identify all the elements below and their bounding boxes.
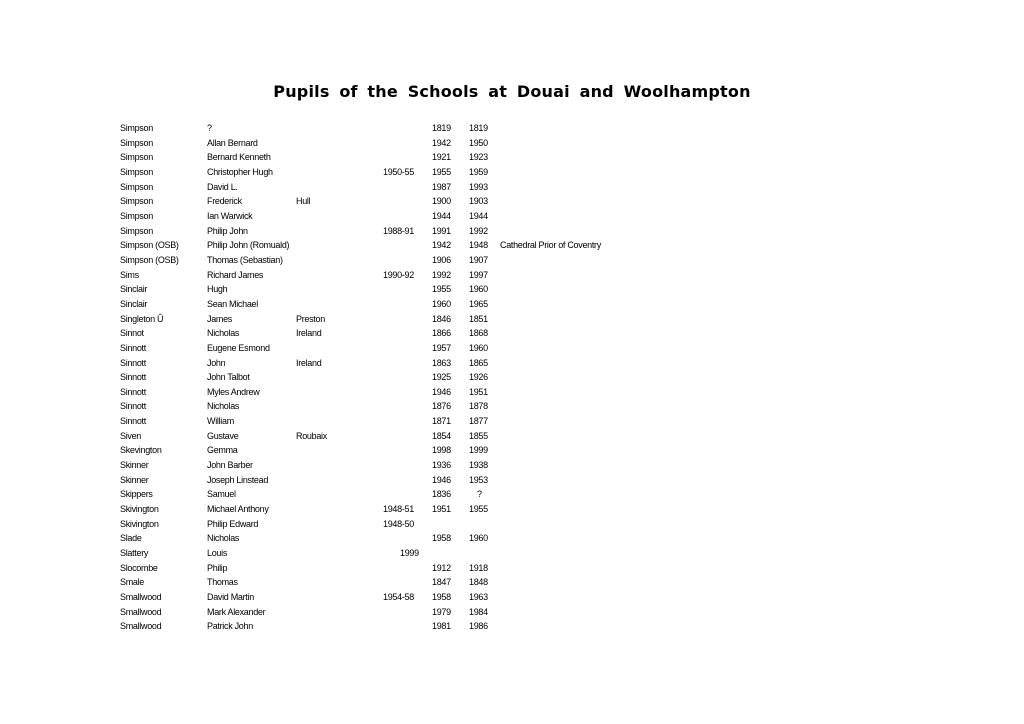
surname-cell: Simpson (OSB) [120,240,179,251]
surname-cell: Smallwood [120,606,162,617]
forenames-cell: Nicholas [207,328,240,339]
entry-year-cell: 1958 [432,533,451,544]
place-cell: Preston [296,313,325,324]
leaving-year-cell: 1986 [469,621,488,632]
forenames-cell: John Talbot [207,372,250,383]
table-row [0,224,1024,239]
entry-year-cell: 1942 [432,240,451,251]
surname-cell: Skivington [120,504,159,515]
leaving-year-cell: 1984 [469,606,488,617]
table-row [0,297,1024,312]
junior-school-years-cell: 1950-55 [383,166,414,177]
entry-year-cell: 1946 [432,386,451,397]
surname-cell: Simpson [120,196,153,207]
table-row [0,473,1024,488]
entry-year-cell: 1912 [432,562,451,573]
table-row [0,399,1024,414]
surname-cell: Skinner [120,474,149,485]
place-cell: Roubaix [296,430,327,441]
forenames-cell: Allan Bernard [207,137,258,148]
table-row [0,150,1024,165]
forenames-cell: Philip John (Romuald) [207,240,290,251]
table-row [0,209,1024,224]
table-row [0,561,1024,576]
entry-year-cell: 1900 [432,196,451,207]
entry-year-cell: 1998 [432,445,451,456]
surname-cell: Sinnott [120,372,146,383]
table-row [0,326,1024,341]
forenames-cell: Gemma [207,445,238,456]
surname-cell: Skivington [120,518,159,529]
table-row [0,531,1024,546]
forenames-cell: Patrick John [207,621,253,632]
table-row [0,194,1024,209]
forenames-cell: David L. [207,181,238,192]
table-row [0,502,1024,517]
table-row [0,385,1024,400]
entry-year-cell: 1936 [432,460,451,471]
entry-year-cell: 1960 [432,298,451,309]
forenames-cell: Gustave [207,430,239,441]
entry-year-cell: 1981 [432,621,451,632]
entry-year-cell: 1854 [432,430,451,441]
forenames-cell: Louis [207,548,228,559]
entry-year-cell: 1942 [432,137,451,148]
surname-cell: Sinnott [120,357,146,368]
table-row [0,487,1024,502]
place-cell: Hull [296,196,311,207]
leaving-year-cell: 1923 [469,152,488,163]
junior-school-years-cell: 1999 [400,548,419,559]
surname-cell: Simpson [120,123,153,133]
leaving-year-cell: 1855 [469,430,488,441]
leaving-year-cell: 1878 [469,401,488,412]
leaving-year-cell: 1819 [469,123,488,133]
entry-year-cell: 1992 [432,269,451,280]
table-row [0,165,1024,180]
entry-year-cell: 1957 [432,342,451,353]
leaving-year-cell: 1955 [469,504,488,515]
leaving-year-cell: 1848 [469,577,488,588]
leaving-year-cell: 1960 [469,533,488,544]
leaving-year-cell: 1868 [469,328,488,339]
forenames-cell: Ian Warwick [207,210,253,221]
forenames-cell: Christopher Hugh [207,166,273,177]
leaving-year-cell: 1960 [469,284,488,295]
entry-year-cell: 1871 [432,416,451,427]
table-row [0,429,1024,444]
surname-cell: Sinclair [120,284,148,295]
leaving-year-cell: 1959 [469,166,488,177]
surname-cell: Sinnott [120,342,146,353]
surname-cell: Smale [120,577,145,588]
leaving-year-cell: ? [477,489,482,500]
surname-cell: Sinnott [120,416,146,427]
leaving-year-cell: 1877 [469,416,488,427]
table-row [0,180,1024,195]
leaving-year-cell: 1951 [469,386,488,397]
leaving-year-cell: 1950 [469,137,488,148]
leaving-year-cell: 1953 [469,474,488,485]
table-row [0,517,1024,532]
forenames-cell: Joseph Linstead [207,474,269,485]
entry-year-cell: 1846 [432,313,451,324]
leaving-year-cell: 1903 [469,196,488,207]
table-row [0,458,1024,473]
forenames-cell: Thomas (Sebastian) [207,254,283,265]
place-cell: Ireland [296,357,322,368]
entry-year-cell: 1847 [432,577,451,588]
surname-cell: Simpson [120,210,153,221]
table-row [0,136,1024,151]
entry-year-cell: 1921 [432,152,451,163]
surname-cell: Simpson [120,137,153,148]
surname-cell: Smallwood [120,621,162,632]
entry-year-cell: 1955 [432,166,451,177]
entry-year-cell: 1876 [432,401,451,412]
surname-cell: Sinclair [120,298,148,309]
surname-cell: Siven [120,430,142,441]
leaving-year-cell: 1999 [469,445,488,456]
forenames-cell: Thomas [207,577,238,588]
forenames-cell: Philip Edward [207,518,259,529]
forenames-cell: Philip [207,562,228,573]
surname-cell: Sinnott [120,401,146,412]
leaving-year-cell: 1944 [469,210,488,221]
leaving-year-cell: 1938 [469,460,488,471]
leaving-year-cell: 1926 [469,372,488,383]
forenames-cell: William [207,416,234,427]
forenames-cell: Eugene Esmond [207,342,270,353]
leaving-year-cell: 1992 [469,225,488,236]
entry-year-cell: 1906 [432,254,451,265]
entry-year-cell: 1979 [432,606,451,617]
surname-cell: Smallwood [120,592,162,602]
table-row [0,238,1024,253]
entry-year-cell: 1946 [432,474,451,485]
forenames-cell: Nicholas [207,401,240,412]
forenames-cell: Samuel [207,489,236,500]
forenames-cell: Sean Michael [207,298,258,309]
entry-year-cell: 1955 [432,284,451,295]
forenames-cell: Bernard Kenneth [207,152,271,163]
entry-year-cell: 1987 [432,181,451,192]
forenames-cell: James [207,313,233,324]
leaving-year-cell: 1865 [469,357,488,368]
page-title: Pupils of the Schools at Douai and Woolhampton [273,82,751,101]
surname-cell: Simpson [120,166,153,177]
note-cell: Cathedral Prior of Coventry [500,240,601,251]
junior-school-years-cell: 1948-51 [383,504,414,515]
surname-cell: Sims [120,269,139,280]
table-row [0,121,1024,136]
entry-year-cell: 1991 [432,225,451,236]
junior-school-years-cell: 1988-91 [383,225,414,236]
pupil-register [0,121,1024,634]
surname-cell: Slade [120,533,142,544]
table-row [0,282,1024,297]
surname-cell: Skevington [120,445,162,456]
surname-cell: Skinner [120,460,149,471]
table-row [0,605,1024,620]
leaving-year-cell: 1918 [469,562,488,573]
leaving-year-cell: 1963 [469,592,488,602]
table-row [0,575,1024,590]
table-row [0,414,1024,429]
table-row [0,268,1024,283]
leaving-year-cell: 1851 [469,313,488,324]
forenames-cell: John Barber [207,460,253,471]
entry-year-cell: 1863 [432,357,451,368]
leaving-year-cell: 1965 [469,298,488,309]
surname-cell: Sinnot [120,328,144,339]
table-row [0,619,1024,634]
leaving-year-cell: 1960 [469,342,488,353]
forenames-cell: Michael Anthony [207,504,269,515]
table-row [0,356,1024,371]
junior-school-years-cell: 1948-50 [383,518,414,529]
surname-cell: Simpson [120,181,153,192]
junior-school-years-cell: 1954-58 [383,592,414,602]
forenames-cell: Nicholas [207,533,240,544]
surname-cell: Simpson (OSB) [120,254,179,265]
forenames-cell: David Martin [207,592,254,602]
table-row [0,546,1024,561]
place-cell: Ireland [296,328,322,339]
entry-year-cell: 1958 [432,592,451,602]
entry-year-cell: 1836 [432,489,451,500]
surname-cell: Simpson [120,225,153,236]
surname-cell: Slattery [120,548,149,559]
leaving-year-cell: 1907 [469,254,488,265]
table-row [0,590,1024,605]
table-row [0,370,1024,385]
entry-year-cell: 1944 [432,210,451,221]
surname-cell: Simpson [120,152,153,163]
leaving-year-cell: 1993 [469,181,488,192]
entry-year-cell: 1925 [432,372,451,383]
table-row [0,341,1024,356]
leaving-year-cell: 1948 [469,240,488,251]
entry-year-cell: 1866 [432,328,451,339]
leaving-year-cell: 1997 [469,269,488,280]
forenames-cell: Frederick [207,196,242,207]
forenames-cell: Hugh [207,284,228,295]
forenames-cell: ? [207,123,212,133]
surname-cell: Skippers [120,489,153,500]
junior-school-years-cell: 1990-92 [383,269,414,280]
surname-cell: Slocombe [120,562,158,573]
entry-year-cell: 1951 [432,504,451,515]
table-row [0,312,1024,327]
surname-cell: Sinnott [120,386,146,397]
forenames-cell: John [207,357,226,368]
surname-cell: Singleton Û [120,313,164,324]
table-row [0,443,1024,458]
forenames-cell: Mark Alexander [207,606,266,617]
forenames-cell: Myles Andrew [207,386,260,397]
entry-year-cell: 1819 [432,123,451,133]
forenames-cell: Philip John [207,225,248,236]
table-row [0,253,1024,268]
forenames-cell: Richard James [207,269,264,280]
